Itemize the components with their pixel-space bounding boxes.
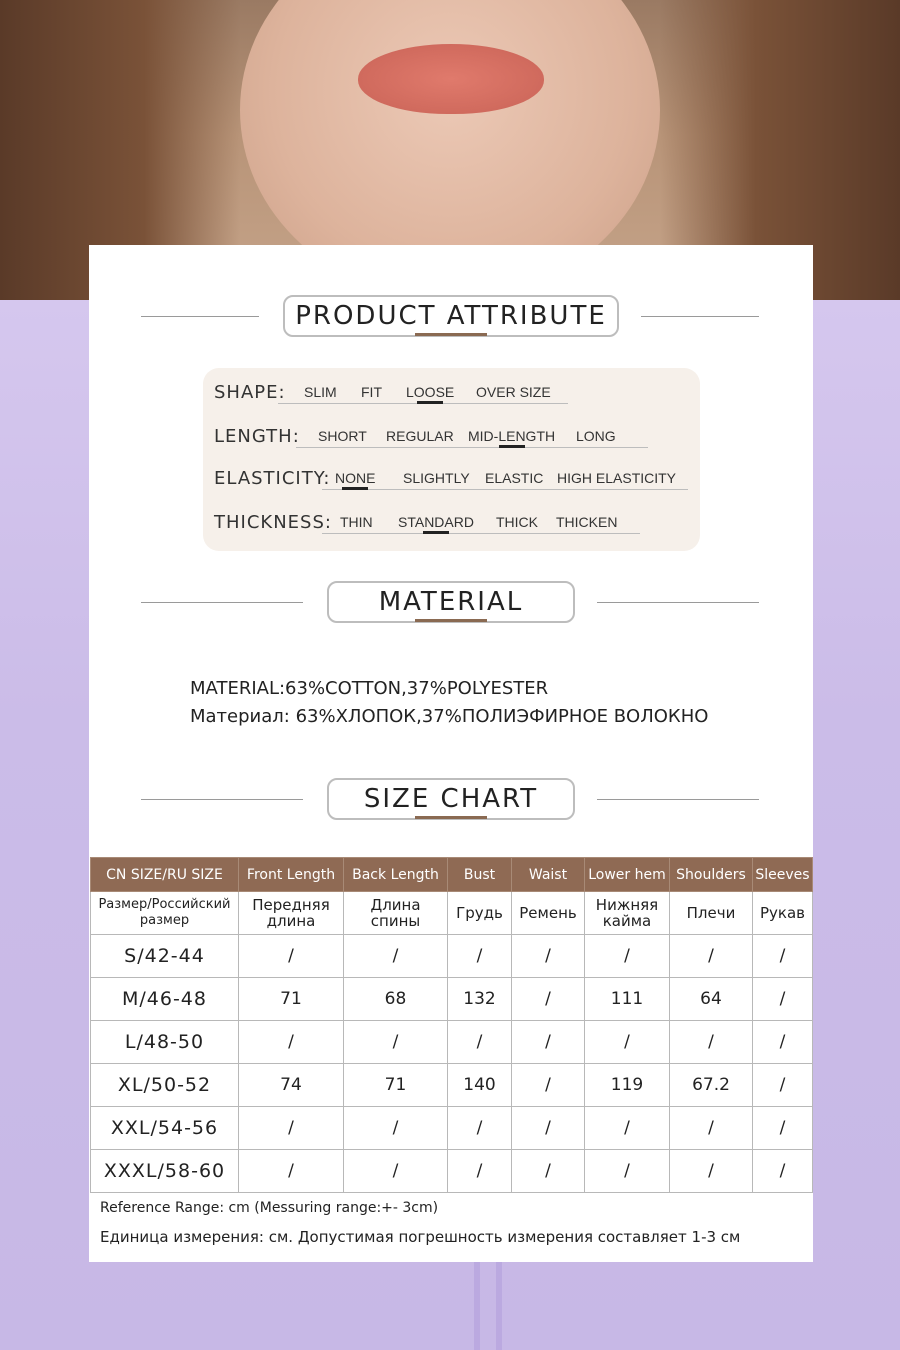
attribute-option: THIN bbox=[340, 514, 373, 530]
table-row bbox=[91, 1150, 813, 1193]
table-cell: / bbox=[448, 1021, 512, 1064]
section-divider-right bbox=[597, 602, 759, 603]
table-row bbox=[91, 978, 813, 1021]
table-cell: / bbox=[753, 935, 813, 978]
table-cell: / bbox=[670, 935, 753, 978]
table-cell: 119 bbox=[585, 1064, 670, 1107]
table-cell: / bbox=[585, 1021, 670, 1064]
table-cell: Waist bbox=[512, 858, 585, 892]
table-cell: XL/50-52 bbox=[91, 1064, 239, 1107]
table-cell: / bbox=[670, 1021, 753, 1064]
attribute-label: THICKNESS: bbox=[214, 512, 332, 533]
table-cell: Плечи bbox=[670, 892, 753, 935]
reference-range-note: Reference Range: cm (Messuring range:+- 3cm) bbox=[100, 1200, 439, 1216]
section-divider-right bbox=[597, 799, 759, 800]
table-cell: Ремень bbox=[512, 892, 585, 935]
table-cell: / bbox=[239, 935, 344, 978]
table-row bbox=[91, 1064, 813, 1107]
attribute-option: LOOSE bbox=[406, 384, 455, 400]
table-cell: Передняя длина bbox=[239, 892, 344, 935]
table-cell: Рукав bbox=[753, 892, 813, 935]
attribute-option: SLIM bbox=[304, 384, 337, 400]
attribute-option: NONE bbox=[335, 470, 376, 486]
selected-option-marker bbox=[423, 531, 449, 534]
material-heading: MATERIAL bbox=[327, 581, 575, 623]
attribute-option: SLIGHTLY bbox=[403, 470, 470, 486]
heading-underline bbox=[415, 619, 487, 622]
selected-option-marker bbox=[342, 487, 368, 490]
table-cell: 67.2 bbox=[670, 1064, 753, 1107]
size-chart-table bbox=[90, 857, 813, 1193]
section-divider-left bbox=[141, 799, 303, 800]
table-cell: 74 bbox=[239, 1064, 344, 1107]
attribute-option: STANDARD bbox=[398, 514, 474, 530]
size-chart-heading: SIZE CHART bbox=[327, 778, 575, 820]
model-lips bbox=[358, 44, 544, 114]
drawstring-left bbox=[474, 1262, 480, 1350]
table-cell: Lower hem bbox=[585, 858, 670, 892]
table-cell: / bbox=[585, 935, 670, 978]
table-cell: Нижняя кайма bbox=[585, 892, 670, 935]
table-cell: / bbox=[448, 1107, 512, 1150]
table-cell: / bbox=[344, 1150, 448, 1193]
attribute-rule bbox=[322, 489, 688, 490]
table-cell: / bbox=[448, 1150, 512, 1193]
attribute-label: LENGTH: bbox=[214, 426, 300, 447]
table-cell: Back Length bbox=[344, 858, 448, 892]
table-cell: / bbox=[512, 1021, 585, 1064]
table-cell: / bbox=[670, 1150, 753, 1193]
table-cell: / bbox=[512, 978, 585, 1021]
table-cell: / bbox=[753, 1021, 813, 1064]
attribute-option: THICKEN bbox=[556, 514, 618, 530]
table-cell: / bbox=[239, 1107, 344, 1150]
selected-option-marker bbox=[417, 401, 443, 404]
table-cell: / bbox=[344, 935, 448, 978]
section-divider-left bbox=[141, 602, 303, 603]
table-cell: / bbox=[448, 935, 512, 978]
table-cell: Front Length bbox=[239, 858, 344, 892]
table-cell: M/46-48 bbox=[91, 978, 239, 1021]
attribute-option: FIT bbox=[361, 384, 382, 400]
table-cell: / bbox=[344, 1021, 448, 1064]
table-cell: Bust bbox=[448, 858, 512, 892]
table-cell: 140 bbox=[448, 1064, 512, 1107]
attribute-option: THICK bbox=[496, 514, 538, 530]
attribute-rule bbox=[296, 447, 648, 448]
table-cell: Shoulders bbox=[670, 858, 753, 892]
table-cell: XXXL/58-60 bbox=[91, 1150, 239, 1193]
measurement-note-russian: Единица измерения: см. Допустимая погрешность измерения составляет 1-3 см bbox=[100, 1228, 741, 1246]
table-cell: S/42-44 bbox=[91, 935, 239, 978]
table-cell: Грудь bbox=[448, 892, 512, 935]
table-header-row bbox=[91, 858, 813, 892]
table-cell: 71 bbox=[239, 978, 344, 1021]
table-row bbox=[91, 1021, 813, 1064]
table-header-row bbox=[91, 892, 813, 935]
attributes-heading: PRODUCT ATTRIBUTE bbox=[283, 295, 619, 337]
table-cell: L/48-50 bbox=[91, 1021, 239, 1064]
table-cell: / bbox=[512, 1064, 585, 1107]
table-cell: 71 bbox=[344, 1064, 448, 1107]
table-cell: Размер/Российский размер bbox=[91, 892, 239, 935]
table-cell: / bbox=[753, 1107, 813, 1150]
attribute-option: MID-LENGTH bbox=[468, 428, 556, 444]
table-row bbox=[91, 1107, 813, 1150]
table-cell: CN SIZE/RU SIZE bbox=[91, 858, 239, 892]
attribute-option: OVER SIZE bbox=[476, 384, 551, 400]
attribute-rule bbox=[322, 533, 640, 534]
table-cell: / bbox=[585, 1150, 670, 1193]
section-divider-right bbox=[641, 316, 759, 317]
attribute-label: SHAPE: bbox=[214, 382, 286, 403]
material-english: MATERIAL:63%COTTON,37%POLYESTER bbox=[190, 678, 549, 699]
heading-underline bbox=[415, 816, 487, 819]
table-cell: / bbox=[344, 1107, 448, 1150]
heading-underline bbox=[415, 333, 487, 336]
attribute-option: LONG bbox=[576, 428, 616, 444]
table-cell: Sleeves bbox=[753, 858, 813, 892]
table-cell: / bbox=[585, 1107, 670, 1150]
table-cell: / bbox=[753, 1150, 813, 1193]
table-cell: XXL/54-56 bbox=[91, 1107, 239, 1150]
table-cell: 111 bbox=[585, 978, 670, 1021]
table-cell: / bbox=[512, 1150, 585, 1193]
attribute-option: HIGH ELASTICITY bbox=[557, 470, 677, 486]
table-cell: / bbox=[239, 1150, 344, 1193]
table-cell: 68 bbox=[344, 978, 448, 1021]
table-cell: / bbox=[753, 1064, 813, 1107]
table-cell: 64 bbox=[670, 978, 753, 1021]
table-cell: / bbox=[670, 1107, 753, 1150]
attribute-option: ELASTIC bbox=[485, 470, 544, 486]
attribute-label: ELASTICITY: bbox=[214, 468, 331, 489]
section-divider-left bbox=[141, 316, 259, 317]
table-row bbox=[91, 935, 813, 978]
attribute-option: REGULAR bbox=[386, 428, 454, 444]
material-russian: Материал: 63%ХЛОПОК,37%ПОЛИЭФИРНОЕ ВОЛОКНО bbox=[190, 706, 709, 727]
table-cell: / bbox=[753, 978, 813, 1021]
table-cell: 132 bbox=[448, 978, 512, 1021]
table-cell: Длина спины bbox=[344, 892, 448, 935]
drawstring-right bbox=[496, 1262, 502, 1350]
table-cell: / bbox=[512, 1107, 585, 1150]
table-cell: / bbox=[239, 1021, 344, 1064]
selected-option-marker bbox=[499, 445, 525, 448]
table-cell: / bbox=[512, 935, 585, 978]
attribute-option: SHORT bbox=[318, 428, 367, 444]
